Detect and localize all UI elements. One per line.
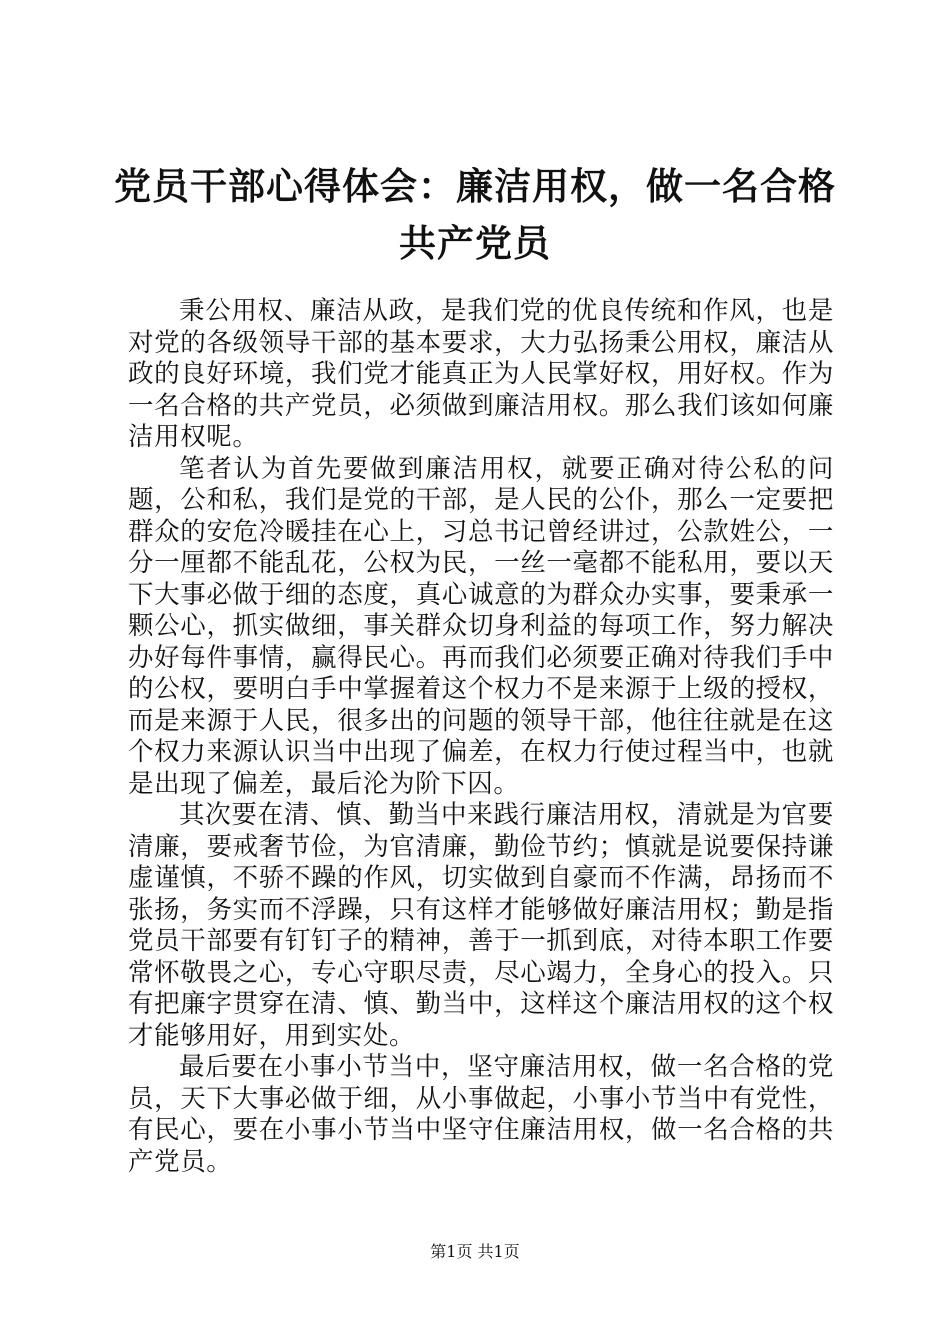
document-body <box>128 296 834 1178</box>
paragraph-3: 其次要在清、慎、勤当中来践行廉洁用权，清就是为官要清廉，要戒奢节俭，为官清廉，勤俭节约；慎就是说要保持谦虚谨慎，不骄不躁的作风，切实做到自豪而不作满，昂扬而不张扬，务实而不浮躁，只有这样才能够做好廉洁用权；勤是指党员干部要有钉钉子的精神，善于一抓到底，对待本职工作要常怀敬畏之心，专心守职尽责，尽心竭力，全身心的投入。只有把廉字贯穿在清、慎、勤当中，这样这个廉洁用权的这个权才能够用好，用到实处。 <box>128 800 834 1051</box>
paragraph-2: 笔者认为首先要做到廉洁用权，就要正确对待公私的问题，公和私，我们是党的干部，是人民的公仆，那么一定要把群众的安危冷暖挂在心上，习总书记曾经讲过，公款姓公，一分一厘都不能乱花，公权为民，一丝一毫都不能私用，要以天下大事必做于细的态度，真心诚意的为群众办实事，要秉承一颗公心，抓实做细，事关群众切身利益的每项工作，努力解决办好每件事情，赢得民心。再而我们必须要正确对待我们手中的公权，要明白手中掌握着这个权力不是来源于上级的授权，而是来源于人民，很多出的问题的领导干部，他往往就是在这个权力来源认识当中出现了偏差，在权力行使过程当中，也就是出现了偏差，最后沦为阶下囚。 <box>128 453 834 799</box>
page-footer <box>0 1242 950 1262</box>
paragraph-4: 最后要在小事小节当中，坚守廉洁用权，做一名合格的党员，天下大事必做于细，从小事做起，小事小节当中有党性，有民心，要在小事小节当中坚守住廉洁用权，做一名合格的共产党员。 <box>128 1052 834 1177</box>
paragraph-1: 秉公用权、廉洁从政，是我们党的优良传统和作风，也是对党的各级领导干部的基本要求，大力弘扬秉公用权，廉洁从政的良好环境，我们党才能真正为人民掌好权，用好权。作为一名合格的共产党员，必须做到廉洁用权。那么我们该如何廉洁用权呢。 <box>128 296 834 452</box>
page-number: 第1页 共1页 <box>430 1242 520 1261</box>
document-title: 党员干部心得体会：廉洁用权，做一名合格共产党员 <box>114 164 836 265</box>
